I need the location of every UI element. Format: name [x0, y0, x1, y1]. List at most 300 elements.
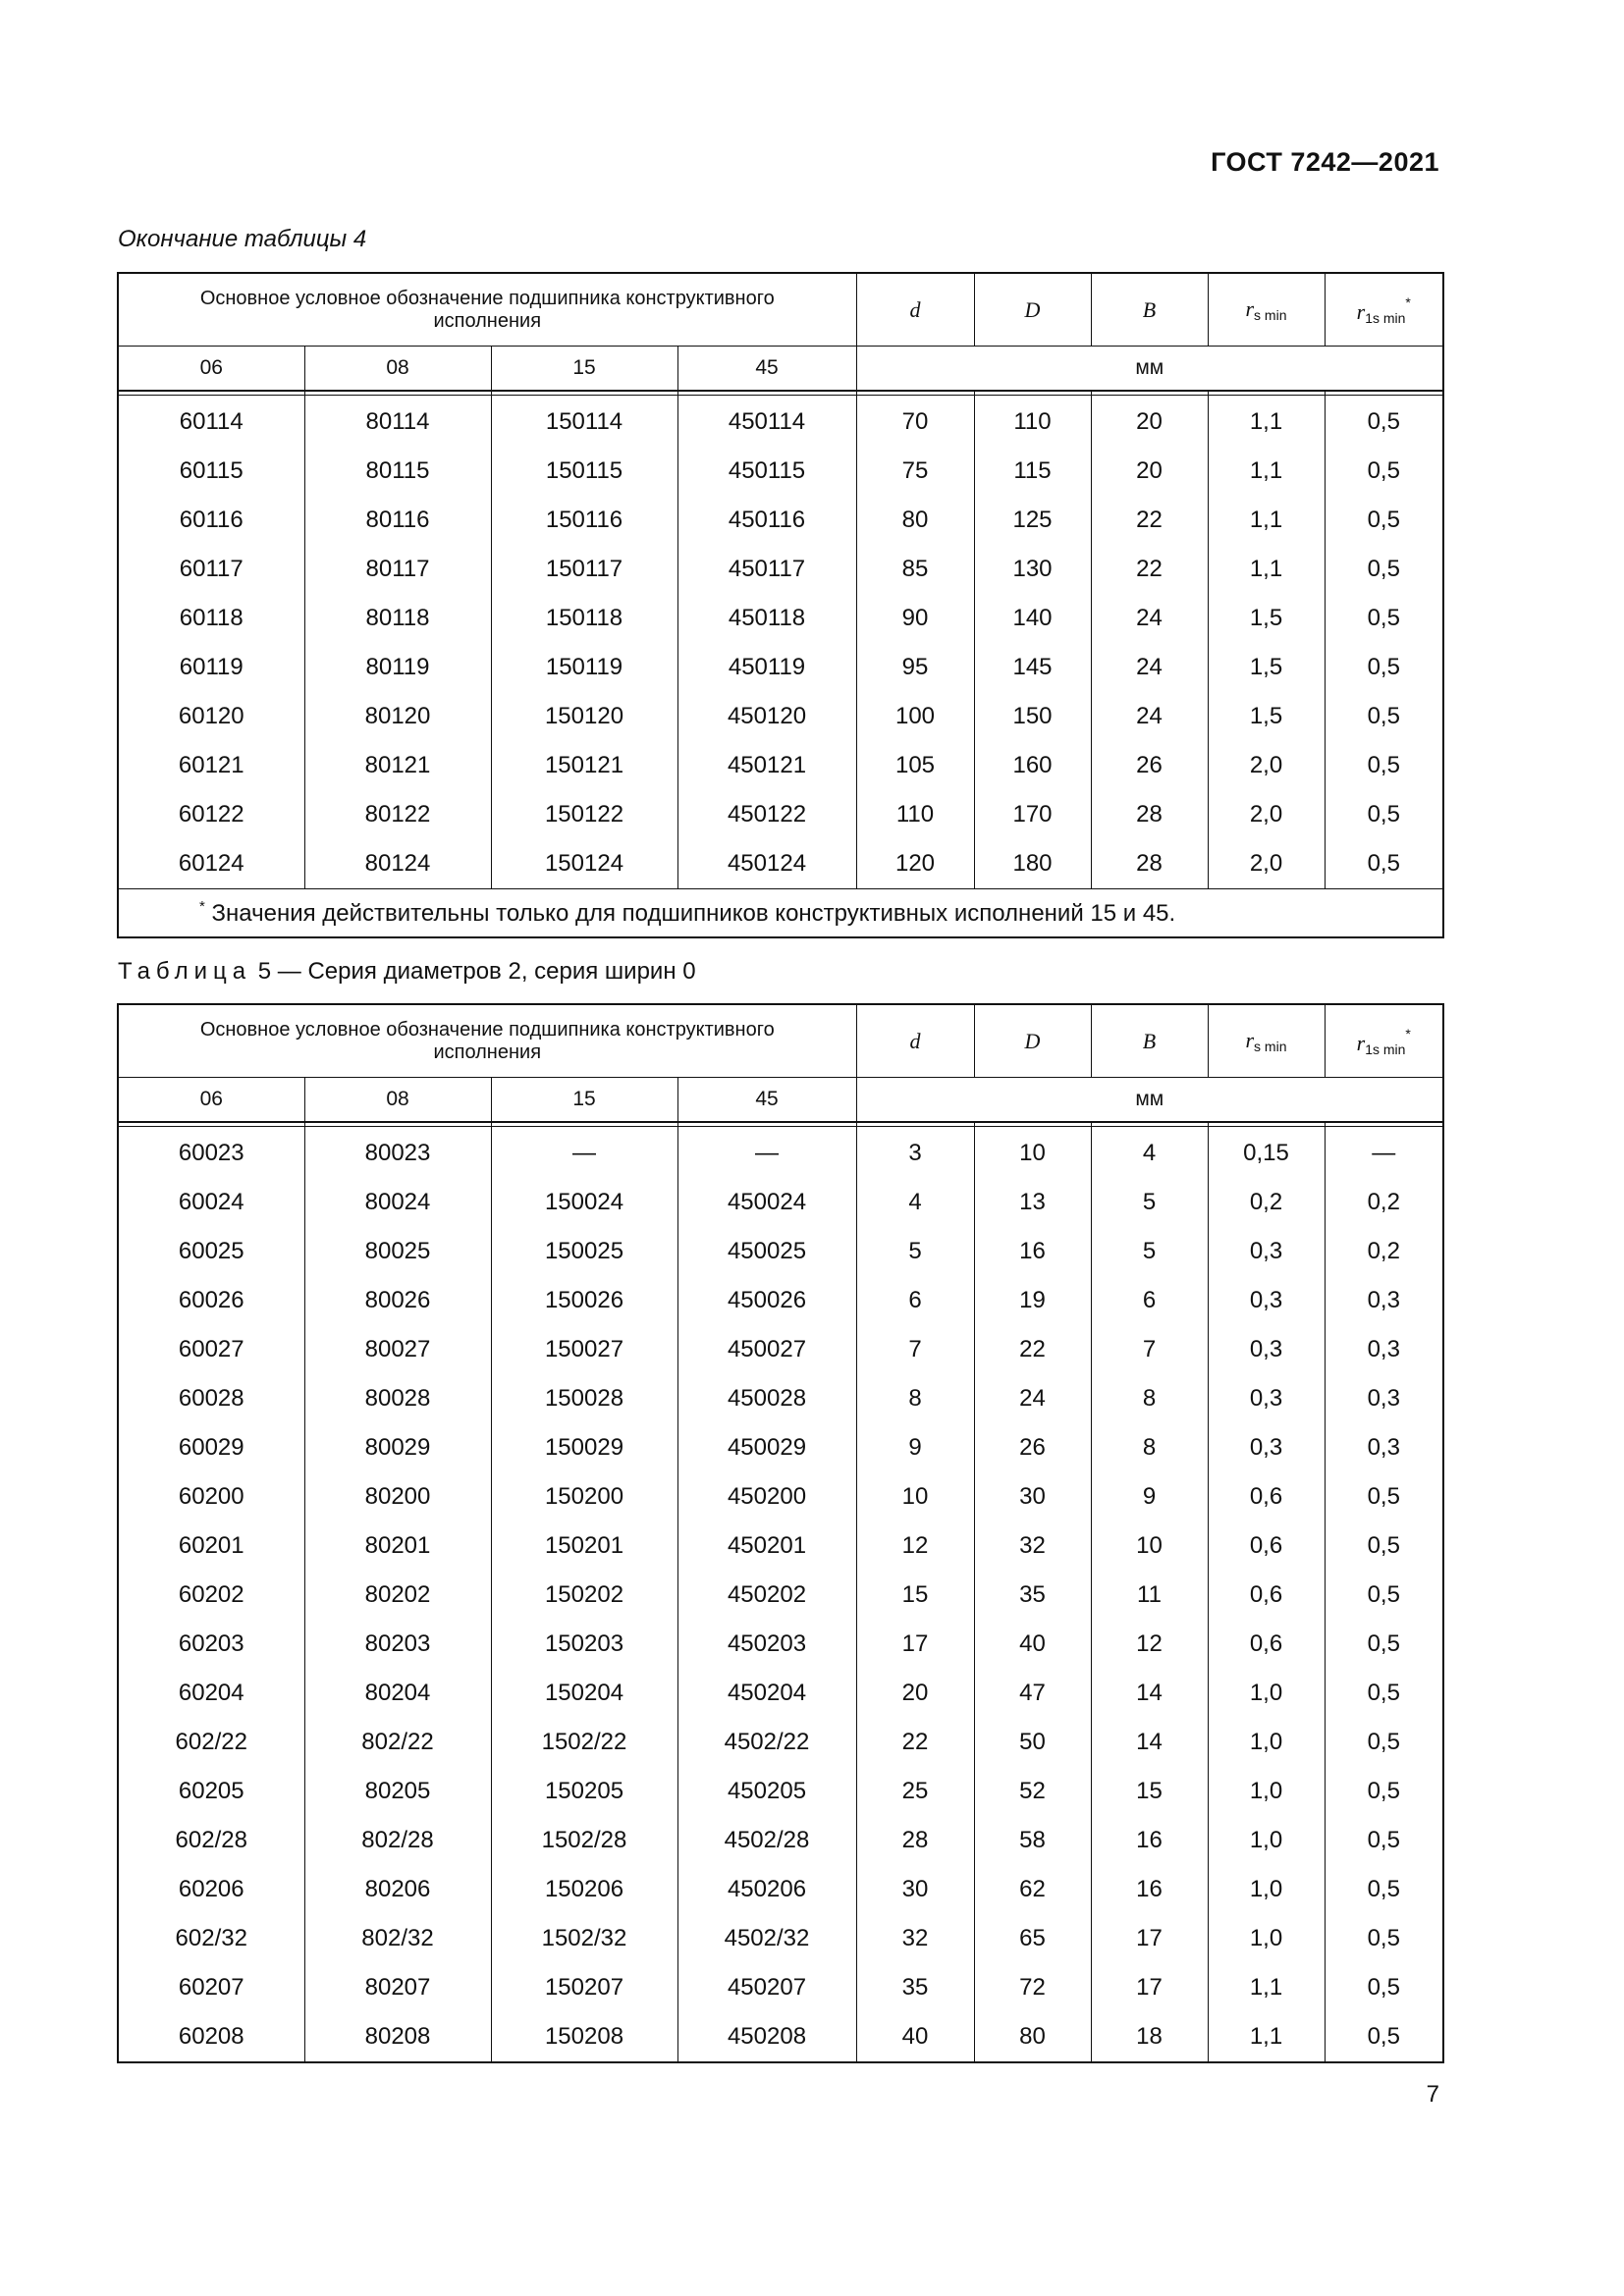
col-header-r1s-min: $r_{1s min}^*$ [1325, 273, 1443, 347]
table-cell: 0,2 [1325, 1178, 1443, 1227]
table-row [118, 1963, 1443, 2012]
table-cell: 60116 [118, 496, 304, 545]
table-cell: 150116 [491, 496, 677, 545]
table-cell: 20 [1091, 396, 1208, 448]
table-cell: 170 [974, 790, 1091, 839]
table-cell: 60023 [118, 1127, 304, 1179]
table-cell: 0,6 [1208, 1522, 1325, 1571]
table-cell: 24 [1091, 692, 1208, 741]
table-cell: 35 [856, 1963, 974, 2012]
table-cell: 24 [1091, 643, 1208, 692]
table-cell: 5 [1091, 1178, 1208, 1227]
table-cell: 80 [856, 496, 974, 545]
table-cell: 70 [856, 396, 974, 448]
table-row [118, 790, 1443, 839]
table-cell: 0,3 [1208, 1423, 1325, 1472]
table-cell: 450117 [677, 545, 856, 594]
table-cell: 17 [1091, 1963, 1208, 2012]
table-cell: 1,0 [1208, 1816, 1325, 1865]
table-cell: 160 [974, 741, 1091, 790]
table-cell: 2,0 [1208, 741, 1325, 790]
table-cell: 150029 [491, 1423, 677, 1472]
table-cell: 32 [856, 1914, 974, 1963]
table-cell: 0,3 [1208, 1227, 1325, 1276]
table-cell: 450120 [677, 692, 856, 741]
table-cell: 450029 [677, 1423, 856, 1472]
table-cell: 80027 [304, 1325, 491, 1374]
table-cell: 60115 [118, 447, 304, 496]
table-cell: 0,5 [1325, 1522, 1443, 1571]
col-header-08: 08 [304, 347, 491, 392]
table-row [118, 1669, 1443, 1718]
table-subheader-row [118, 347, 1443, 392]
table-cell: 15 [856, 1571, 974, 1620]
table-row [118, 1178, 1443, 1227]
table-cell: 450200 [677, 1472, 856, 1522]
table-cell: 60203 [118, 1620, 304, 1669]
table-cell: 85 [856, 545, 974, 594]
col-header-rs-min: $r_{s min}$ [1208, 1004, 1325, 1078]
table-cell: 450026 [677, 1276, 856, 1325]
table-cell: 60122 [118, 790, 304, 839]
table-cell: 0,5 [1325, 594, 1443, 643]
table-cell: 10 [856, 1472, 974, 1522]
table-cell: 60202 [118, 1571, 304, 1620]
table-cell: 0,5 [1325, 1963, 1443, 2012]
table-cell: 30 [974, 1472, 1091, 1522]
table-cell: 1,1 [1208, 447, 1325, 496]
table-cell: 0,15 [1208, 1127, 1325, 1179]
table-cell: 80023 [304, 1127, 491, 1179]
table-cell: — [1325, 1127, 1443, 1179]
table-cell: 65 [974, 1914, 1091, 1963]
table-cell: 60206 [118, 1865, 304, 1914]
table-cell: 140 [974, 594, 1091, 643]
table-cell: 60118 [118, 594, 304, 643]
table-cell: 1,1 [1208, 496, 1325, 545]
designation-group-header: Основное условное обозначение подшипника конструктивного исполнения [118, 1004, 856, 1078]
table-cell: 32 [974, 1522, 1091, 1571]
table-cell: 2,0 [1208, 839, 1325, 889]
table-cell: 1,0 [1208, 1767, 1325, 1816]
table-cell: 0,3 [1208, 1374, 1325, 1423]
table-cell: 60117 [118, 545, 304, 594]
table-cell: 602/28 [118, 1816, 304, 1865]
table-row [118, 1816, 1443, 1865]
table-cell: 60124 [118, 839, 304, 889]
table-cell: 30 [856, 1865, 974, 1914]
table-cell: 10 [974, 1127, 1091, 1179]
table-cell: 0,5 [1325, 1571, 1443, 1620]
table-cell: 80118 [304, 594, 491, 643]
table-cell: 80206 [304, 1865, 491, 1914]
table-cell: 60025 [118, 1227, 304, 1276]
col-header-06: 06 [118, 347, 304, 392]
table-cell: 150120 [491, 692, 677, 741]
table-cell: 100 [856, 692, 974, 741]
table-cell: 60204 [118, 1669, 304, 1718]
table-cell: 95 [856, 643, 974, 692]
table-cell: 150118 [491, 594, 677, 643]
table-cell: 22 [1091, 496, 1208, 545]
col-header-45: 45 [677, 347, 856, 392]
table-cell: 60024 [118, 1178, 304, 1227]
table-cell: 150202 [491, 1571, 677, 1620]
table-cell: 0,5 [1325, 496, 1443, 545]
table-cell: 26 [1091, 741, 1208, 790]
table-cell: 80205 [304, 1767, 491, 1816]
table-cell: 602/32 [118, 1914, 304, 1963]
table-row [118, 1127, 1443, 1179]
table-row [118, 1620, 1443, 1669]
table-cell: 0,5 [1325, 1767, 1443, 1816]
table-cell: 450119 [677, 643, 856, 692]
table-cell: 26 [974, 1423, 1091, 1472]
col-header-15: 15 [491, 347, 677, 392]
table-row [118, 447, 1443, 496]
table-cell: 450208 [677, 2012, 856, 2062]
table-cell: 22 [856, 1718, 974, 1767]
table-header-row [118, 1004, 1443, 1078]
table-cell: 450024 [677, 1178, 856, 1227]
table-cell: 0,5 [1325, 1472, 1443, 1522]
table-cell: 47 [974, 1669, 1091, 1718]
table-row [118, 1374, 1443, 1423]
table-cell: 0,5 [1325, 643, 1443, 692]
table-cell: 1,0 [1208, 1914, 1325, 1963]
table-cell: 60114 [118, 396, 304, 448]
table-cell: 450124 [677, 839, 856, 889]
table-cell: 60205 [118, 1767, 304, 1816]
col-header-08: 08 [304, 1078, 491, 1123]
col-header-rs-min: $r_{s min}$ [1208, 273, 1325, 347]
table-cell: 28 [1091, 790, 1208, 839]
table-cell: 80208 [304, 2012, 491, 2062]
table-cell: 16 [1091, 1816, 1208, 1865]
col-header-D: D [974, 273, 1091, 347]
table-row [118, 692, 1443, 741]
table-cell: 450207 [677, 1963, 856, 2012]
table-cell: 80114 [304, 396, 491, 448]
table5-body [118, 1122, 1443, 2062]
col-header-d: d [856, 273, 974, 347]
table-cell: 0,5 [1325, 741, 1443, 790]
table-cell: 0,3 [1325, 1423, 1443, 1472]
table-cell: 52 [974, 1767, 1091, 1816]
table-cell: 150117 [491, 545, 677, 594]
table-cell: 150 [974, 692, 1091, 741]
table-cell: 17 [856, 1620, 974, 1669]
table-cell: 450203 [677, 1620, 856, 1669]
table-cell: 150115 [491, 447, 677, 496]
table-cell: 75 [856, 447, 974, 496]
unit-header: мм [856, 1078, 1443, 1123]
table-cell: 16 [1091, 1865, 1208, 1914]
table-cell: 0,3 [1208, 1325, 1325, 1374]
table-cell: 2,0 [1208, 790, 1325, 839]
table-cell: 145 [974, 643, 1091, 692]
table-cell: 8 [1091, 1423, 1208, 1472]
table-cell: 180 [974, 839, 1091, 889]
table-cell: 4 [856, 1178, 974, 1227]
table-cell: 450205 [677, 1767, 856, 1816]
table4-body [118, 391, 1443, 889]
page-number: 7 [1426, 2081, 1439, 2108]
table-cell: 24 [974, 1374, 1091, 1423]
table-cell: 20 [1091, 447, 1208, 496]
table-cell: — [677, 1127, 856, 1179]
table4 [117, 272, 1444, 938]
table-cell: 450028 [677, 1374, 856, 1423]
table-cell: 60120 [118, 692, 304, 741]
table-row [118, 545, 1443, 594]
table-cell: 5 [856, 1227, 974, 1276]
table-cell: 1,5 [1208, 692, 1325, 741]
table5 [117, 1003, 1444, 2063]
table-cell: 14 [1091, 1718, 1208, 1767]
table-cell: 105 [856, 741, 974, 790]
table-cell: 0,3 [1325, 1276, 1443, 1325]
table-cell: 450201 [677, 1522, 856, 1571]
table-cell: 450206 [677, 1865, 856, 1914]
table-cell: 6 [856, 1276, 974, 1325]
table-row [118, 594, 1443, 643]
table-row [118, 839, 1443, 889]
table-cell: 1,5 [1208, 643, 1325, 692]
table-cell: 1502/28 [491, 1816, 677, 1865]
table-cell: 80024 [304, 1178, 491, 1227]
table-cell: 0,6 [1208, 1620, 1325, 1669]
table-row [118, 1767, 1443, 1816]
table-cell: 80201 [304, 1522, 491, 1571]
table-cell: 80124 [304, 839, 491, 889]
table-cell: 3 [856, 1127, 974, 1179]
table-cell: 60029 [118, 1423, 304, 1472]
table-cell: 58 [974, 1816, 1091, 1865]
table-cell: 4 [1091, 1127, 1208, 1179]
table-cell: 450118 [677, 594, 856, 643]
table-cell: 150026 [491, 1276, 677, 1325]
table-cell: 60121 [118, 741, 304, 790]
table-cell: 6 [1091, 1276, 1208, 1325]
table-cell: 80120 [304, 692, 491, 741]
table-cell: 120 [856, 839, 974, 889]
table-cell: 12 [856, 1522, 974, 1571]
table-cell: 1502/32 [491, 1914, 677, 1963]
table-row [118, 643, 1443, 692]
table-cell: 25 [856, 1767, 974, 1816]
table-cell: 60201 [118, 1522, 304, 1571]
table-cell: 450122 [677, 790, 856, 839]
table-row [118, 1227, 1443, 1276]
table-cell: 60207 [118, 1963, 304, 2012]
table-subheader-row [118, 1078, 1443, 1123]
table-cell: 1,0 [1208, 1865, 1325, 1914]
table-cell: 802/32 [304, 1914, 491, 1963]
table-cell: 0,5 [1325, 545, 1443, 594]
table-row [118, 2012, 1443, 2062]
table-cell: 28 [1091, 839, 1208, 889]
table-row [118, 1325, 1443, 1374]
designation-group-header: Основное условное обозначение подшипника конструктивного исполнения [118, 273, 856, 347]
table-cell: 0,5 [1325, 2012, 1443, 2062]
table-cell: 80117 [304, 545, 491, 594]
table-cell: 150027 [491, 1325, 677, 1374]
table-cell: 450202 [677, 1571, 856, 1620]
table-cell: 80202 [304, 1571, 491, 1620]
table-cell: 1,1 [1208, 1963, 1325, 2012]
table-cell: 60027 [118, 1325, 304, 1374]
table-cell: 450025 [677, 1227, 856, 1276]
table-cell: 150208 [491, 2012, 677, 2062]
table-cell: 60119 [118, 643, 304, 692]
table-row [118, 396, 1443, 448]
table-cell: 80028 [304, 1374, 491, 1423]
table-cell: 80025 [304, 1227, 491, 1276]
table-cell: 602/22 [118, 1718, 304, 1767]
table-cell: 0,5 [1325, 1669, 1443, 1718]
table-cell: 150025 [491, 1227, 677, 1276]
table-cell: 14 [1091, 1669, 1208, 1718]
col-header-B: B [1091, 273, 1208, 347]
table-cell: 4502/22 [677, 1718, 856, 1767]
table-cell: 40 [974, 1620, 1091, 1669]
table-cell: 150204 [491, 1669, 677, 1718]
unit-header: мм [856, 347, 1443, 392]
table-cell: 1,0 [1208, 1718, 1325, 1767]
table-header-row [118, 273, 1443, 347]
table-cell: 80029 [304, 1423, 491, 1472]
table-cell: 450204 [677, 1669, 856, 1718]
table-cell: 1,5 [1208, 594, 1325, 643]
table-cell: 0,6 [1208, 1472, 1325, 1522]
table4-footnote-row [118, 889, 1443, 938]
table-cell: 0,3 [1208, 1276, 1325, 1325]
table-row [118, 1914, 1443, 1963]
table-cell: 150028 [491, 1374, 677, 1423]
table-cell: 0,5 [1325, 692, 1443, 741]
table-cell: 0,2 [1325, 1227, 1443, 1276]
table-cell: 11 [1091, 1571, 1208, 1620]
table-cell: 22 [974, 1325, 1091, 1374]
table-cell: 62 [974, 1865, 1091, 1914]
table-cell: 0,5 [1325, 447, 1443, 496]
table-cell: 0,5 [1325, 790, 1443, 839]
table-cell: 115 [974, 447, 1091, 496]
table-cell: 35 [974, 1571, 1091, 1620]
col-header-r1s-min: $r_{1s min}^*$ [1325, 1004, 1443, 1078]
table-cell: 150203 [491, 1620, 677, 1669]
table-row [118, 1522, 1443, 1571]
table-cell: 0,5 [1325, 1816, 1443, 1865]
col-header-d: d [856, 1004, 974, 1078]
table-cell: 24 [1091, 594, 1208, 643]
table-cell: 5 [1091, 1227, 1208, 1276]
table-cell: 110 [856, 790, 974, 839]
table-cell: 15 [1091, 1767, 1208, 1816]
table-cell: 150205 [491, 1767, 677, 1816]
table-cell: 0,6 [1208, 1571, 1325, 1620]
table-cell: 80122 [304, 790, 491, 839]
table-cell: 450114 [677, 396, 856, 448]
table-cell: 0,5 [1325, 1718, 1443, 1767]
table-cell: 802/28 [304, 1816, 491, 1865]
table-cell: 80119 [304, 643, 491, 692]
table-row [118, 1718, 1443, 1767]
col-header-B: B [1091, 1004, 1208, 1078]
table-row [118, 1276, 1443, 1325]
table-cell: 80203 [304, 1620, 491, 1669]
table-cell: 4502/32 [677, 1914, 856, 1963]
table-cell: 8 [856, 1374, 974, 1423]
table-cell: 13 [974, 1178, 1091, 1227]
table-cell: 450116 [677, 496, 856, 545]
table-cell: 150201 [491, 1522, 677, 1571]
table-cell: 150121 [491, 741, 677, 790]
table-cell: 4502/28 [677, 1816, 856, 1865]
table-cell: 80121 [304, 741, 491, 790]
table-cell: 20 [856, 1669, 974, 1718]
table-cell: 150206 [491, 1865, 677, 1914]
table-cell: 7 [856, 1325, 974, 1374]
table-cell: 12 [1091, 1620, 1208, 1669]
table-cell: 80026 [304, 1276, 491, 1325]
table-cell: 150122 [491, 790, 677, 839]
table-cell: 0,5 [1325, 396, 1443, 448]
table-cell: 72 [974, 1963, 1091, 2012]
table-cell: 9 [1091, 1472, 1208, 1522]
table-cell: 150207 [491, 1963, 677, 2012]
table-cell: 8 [1091, 1374, 1208, 1423]
table-cell: 40 [856, 2012, 974, 2062]
table-cell: 130 [974, 545, 1091, 594]
col-header-45: 45 [677, 1078, 856, 1123]
table-row [118, 741, 1443, 790]
table5-caption: Таблица 5 — Серия диаметров 2, серия ширин 0 [118, 958, 696, 985]
table-row [118, 1423, 1443, 1472]
table-cell: 150114 [491, 396, 677, 448]
table-cell: 150024 [491, 1178, 677, 1227]
table-cell: 28 [856, 1816, 974, 1865]
document-title: ГОСТ 7242—2021 [1211, 147, 1439, 177]
table-cell: 18 [1091, 2012, 1208, 2062]
table4-caption: Окончание таблицы 4 [118, 226, 367, 252]
table-cell: 10 [1091, 1522, 1208, 1571]
table-cell: 0,5 [1325, 1865, 1443, 1914]
table-cell: 19 [974, 1276, 1091, 1325]
table-cell: 80207 [304, 1963, 491, 2012]
table-cell: 80115 [304, 447, 491, 496]
table-cell: 50 [974, 1718, 1091, 1767]
table-cell: 150200 [491, 1472, 677, 1522]
table-cell: 0,3 [1325, 1374, 1443, 1423]
table-row [118, 1472, 1443, 1522]
table-cell: — [491, 1127, 677, 1179]
table-cell: 80204 [304, 1669, 491, 1718]
table-cell: 17 [1091, 1914, 1208, 1963]
table-cell: 1502/22 [491, 1718, 677, 1767]
table-cell: 16 [974, 1227, 1091, 1276]
table-cell: 150119 [491, 643, 677, 692]
table-cell: 60028 [118, 1374, 304, 1423]
table-row [118, 496, 1443, 545]
table-cell: 9 [856, 1423, 974, 1472]
table-cell: 7 [1091, 1325, 1208, 1374]
table-cell: 60026 [118, 1276, 304, 1325]
table4-footnote: * Значения действительны только для подшипников конструктивных исполнений 15 и 45. [118, 889, 1443, 938]
table-cell: 0,3 [1325, 1325, 1443, 1374]
table-cell: 80116 [304, 496, 491, 545]
